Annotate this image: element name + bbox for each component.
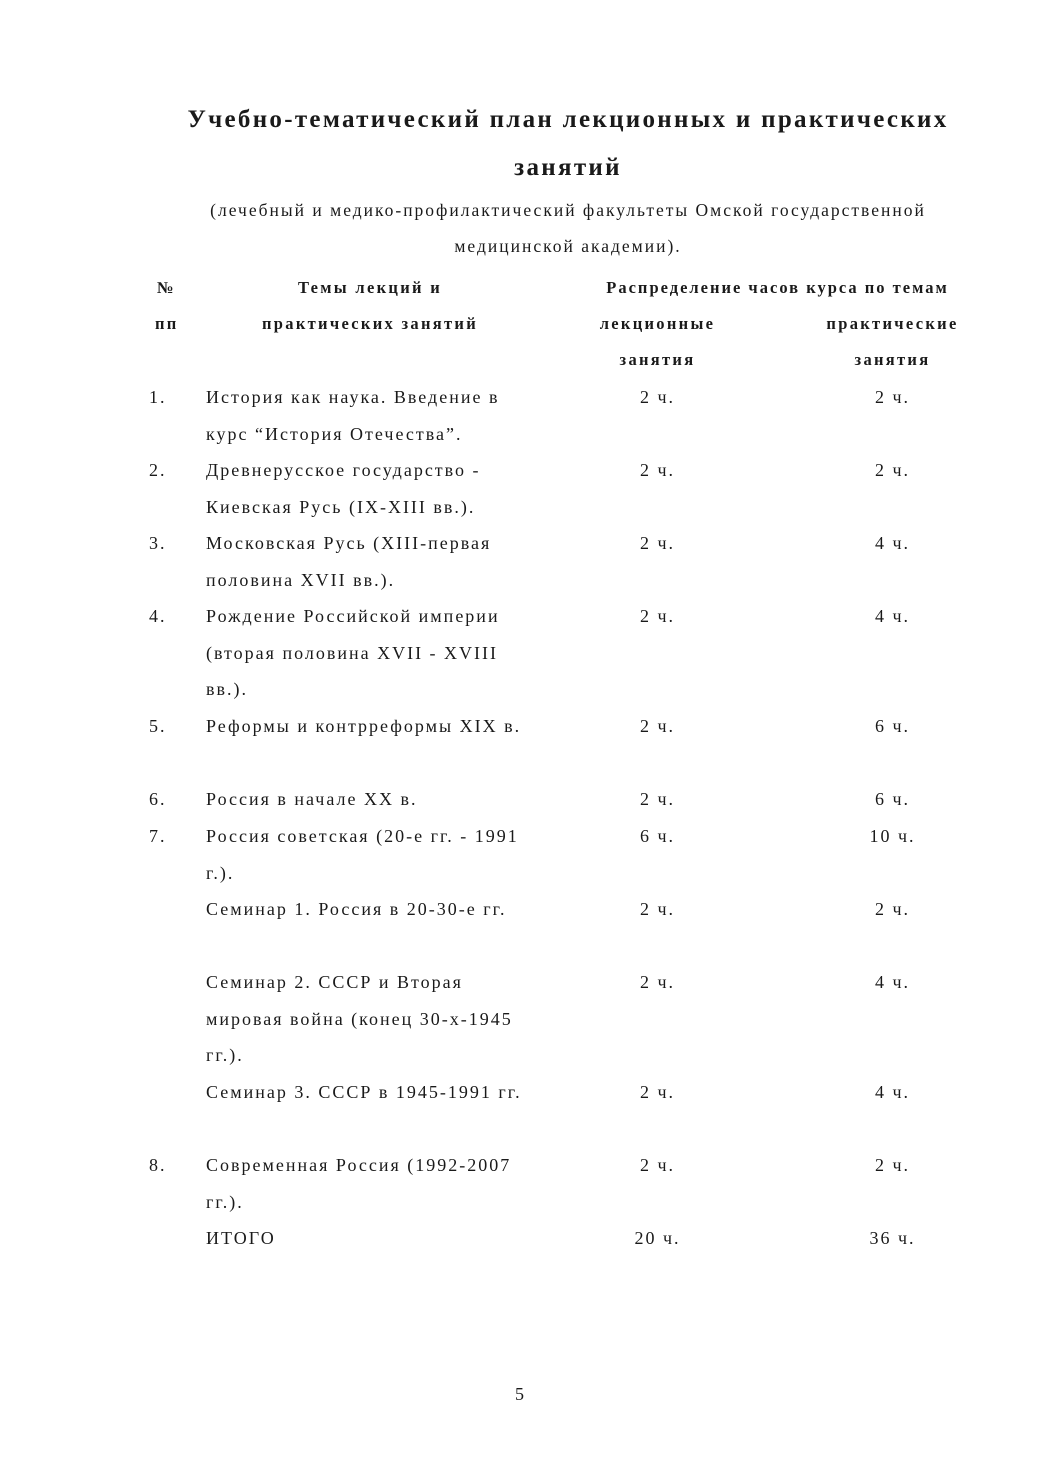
row-practical-hours: 4 ч. [874,1082,911,1102]
row-lecture-hours: 2 ч. [639,460,676,480]
row-practical-hours: 4 ч. [874,972,911,992]
row-lecture-hours: 2 ч. [639,606,676,626]
row-lecture-hours: 2 ч. [639,1155,676,1175]
row-practical-hours: 2 ч. [874,460,911,480]
row-number: 2. [149,460,167,480]
row-number: 1. [149,387,167,407]
row-number: 4. [149,606,167,626]
row-lecture-hours: 2 ч. [639,387,676,407]
page-subtitle: (лечебный и медико-профилактический факультеты Омской государственной медицинской академии). [210,200,926,256]
header-lectures-line2: занятия [619,350,696,369]
header-num-line1: № [157,278,176,297]
row-lecture-hours: 2 ч. [639,716,676,736]
row-practical-hours: 2 ч. [874,387,911,407]
header-distribution: Распределение часов курса по темам [606,278,949,297]
row-number: 7. [149,826,167,846]
header-topics-line2: практических занятий [261,314,479,333]
row-topic: Московская Русь (XIII-первая половина XVII вв.). [206,533,492,590]
row-topic: Семинар 1. Россия в 20-30-е гг. [206,899,507,919]
row-topic: Реформы и контрреформы XIX в. [206,716,522,736]
row-lecture-hours: 2 ч. [639,1082,676,1102]
header-topics-line1: Темы лекций и [297,278,443,297]
row-lecture-hours: 20 ч. [634,1228,681,1248]
row-practical-hours: 6 ч. [874,716,911,736]
row-practical-hours: 10 ч. [869,826,916,846]
row-practical-hours: 36 ч. [869,1228,916,1248]
row-number: 8. [149,1155,167,1175]
header-lectures-line1: лекционные [599,314,716,333]
row-topic: ИТОГО [206,1228,276,1248]
row-topic: История как наука. Введение в курс “История Отечества”. [206,387,500,444]
row-topic: Семинар 2. СССР и Вторая мировая война (конец 30-х-1945 гг.). [206,972,513,1065]
header-practical-line1: практические [826,314,959,333]
row-number: 3. [149,533,167,553]
row-practical-hours: 4 ч. [874,533,911,553]
row-topic: Рождение Российской империи (вторая половина XVII - XVIII вв.). [206,606,500,699]
row-topic: Россия советская (20-е гг. - 1991 г.). [206,826,519,883]
row-lecture-hours: 2 ч. [639,899,676,919]
row-number: 5. [149,716,167,736]
page-number: 5 [515,1384,524,1404]
row-lecture-hours: 2 ч. [639,972,676,992]
row-practical-hours: 2 ч. [874,1155,911,1175]
row-number: 6. [149,789,167,809]
header-practical-line2: занятия [854,350,931,369]
row-practical-hours: 2 ч. [874,899,911,919]
row-topic: Древнерусское государство - Киевская Русь (IX-XIII вв.). [206,460,481,517]
row-practical-hours: 6 ч. [874,789,911,809]
row-topic: Современная Россия (1992-2007 гг.). [206,1155,512,1212]
row-practical-hours: 4 ч. [874,606,911,626]
row-lecture-hours: 2 ч. [639,789,676,809]
row-topic: Семинар 3. СССР в 1945-1991 гг. [206,1082,522,1102]
page-title: Учебно-тематический план лекционных и практических занятий [187,106,949,181]
row-lecture-hours: 2 ч. [639,533,676,553]
row-topic: Россия в начале XX в. [206,789,418,809]
row-lecture-hours: 6 ч. [639,826,676,846]
header-num-line2: пп [155,314,179,333]
